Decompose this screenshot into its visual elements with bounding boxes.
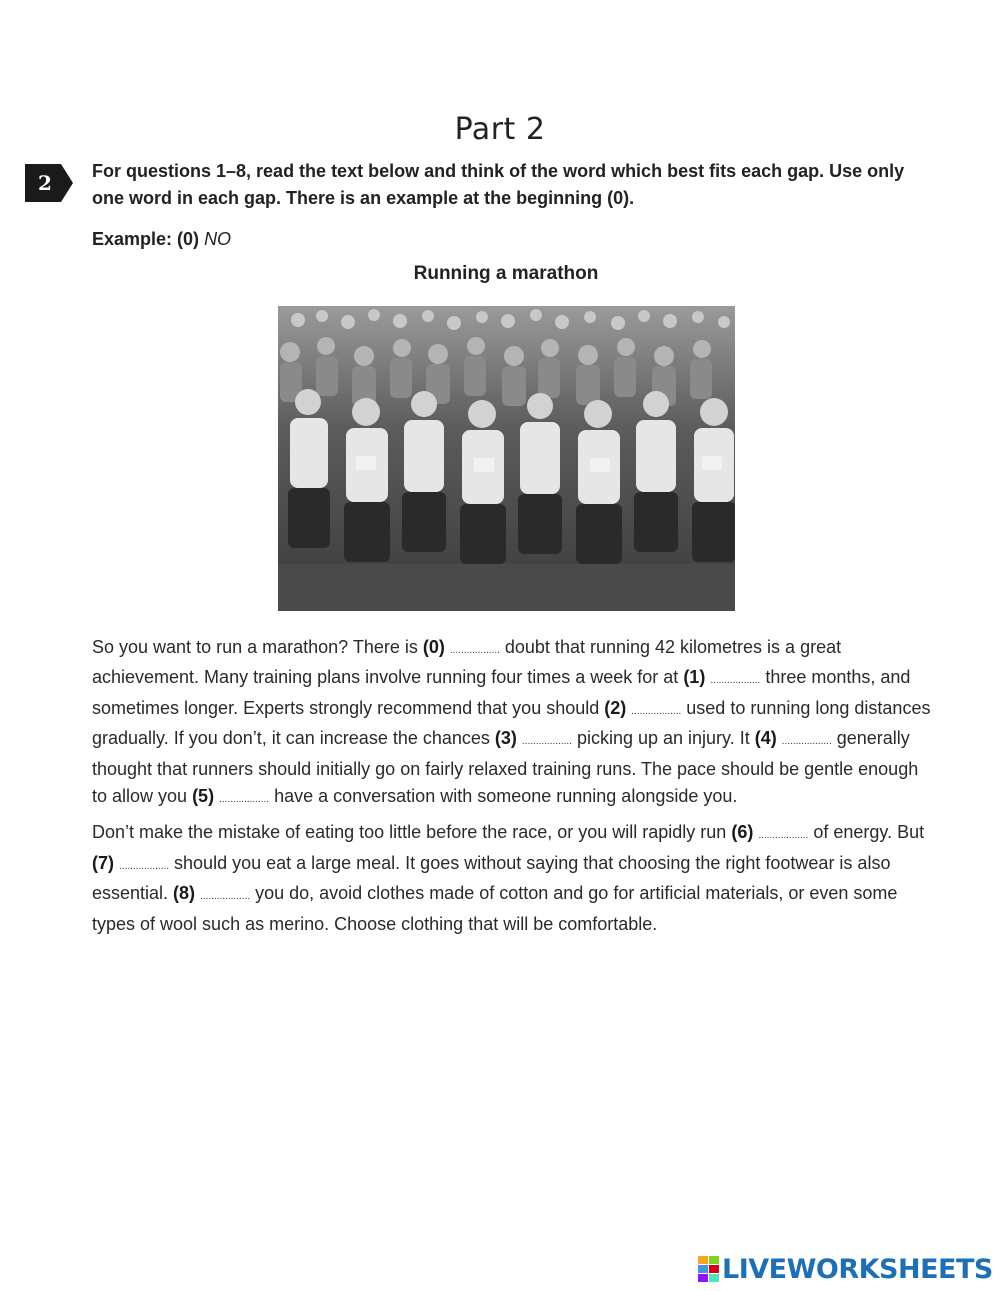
liveworksheets-brand[interactable]: [698, 1254, 993, 1284]
gap-0: ..................: [449, 645, 500, 656]
passage-text: have a conversation with someone running alongside you.: [269, 786, 738, 807]
marathon-photo: [278, 306, 735, 611]
passage: [92, 634, 932, 944]
text-title: Running a marathon: [413, 263, 599, 284]
gap-8[interactable]: ..................: [200, 891, 251, 903]
gap-number-1: (1): [683, 667, 706, 688]
gap-number-8: (8): [173, 883, 196, 904]
gap-number-7: (7): [92, 852, 114, 873]
gap-4[interactable]: ..................: [781, 736, 832, 748]
gap-number-4: (4): [754, 728, 777, 749]
gap-5[interactable]: ..................: [219, 794, 270, 806]
gap-number-5: (5): [192, 786, 215, 807]
passage-text: three months, and sometimes longer. Experts strongly recommend that you should: [92, 667, 911, 718]
passage-paragraph-1: [92, 634, 932, 813]
passage-text: Don’t make the mistake of eating too little before the race, or you will rapidly run: [92, 822, 732, 843]
passage-text: should you eat a large meal. It goes without saying that choosing the right footwear is also essential.: [92, 852, 891, 904]
passage-text: doubt that running 42 kilometres is a great achievement. Many training plans involve running four times a week for at: [92, 637, 842, 688]
passage-text: you do, avoid clothes made of cotton and go for artificial materials, or even some types of wool such as merino. Choose clothing that will be comfortable.: [92, 883, 898, 934]
marathon-runners-image: [278, 306, 735, 611]
part-title: Part 2: [454, 112, 546, 147]
passage-text: picking up an injury. It: [571, 728, 755, 749]
passage-paragraph-2: [92, 819, 932, 938]
question-number-badge: [25, 164, 73, 202]
gap-7[interactable]: ..................: [119, 860, 170, 872]
example-label: Example: (0): [92, 229, 200, 249]
example: [92, 229, 231, 250]
gap-2[interactable]: ..................: [631, 705, 682, 717]
gap-3[interactable]: ..................: [521, 736, 572, 748]
example-answer: NO: [204, 229, 232, 249]
passage-text: used to running long distances gradually. If you don’t, it can increase the chances: [92, 697, 931, 749]
badge-number: 2: [38, 171, 52, 195]
gap-number-6: (6): [731, 822, 754, 843]
gap-number-0: (0): [422, 637, 445, 657]
passage-text: of energy. But: [808, 822, 925, 843]
passage-text: So you want to run a marathon? There is: [92, 637, 423, 657]
instructions: For questions 1–8, read the text below and think of the word which best fits each gap. Use only one word in each gap. There is an example at the beginning (0).: [92, 161, 905, 208]
gap-number-2: (2): [604, 697, 627, 718]
liveworksheets-logo-icon: [698, 1256, 720, 1282]
gap-6[interactable]: ..................: [758, 830, 809, 842]
brand-text: LIVEWORKSHEETS: [722, 1253, 993, 1285]
gap-1[interactable]: ..................: [710, 675, 761, 687]
passage-text: generally thought that runners should initially go on fairly relaxed training runs. The pace should be gentle enough to allow you: [92, 728, 919, 807]
gap-number-3: (3): [494, 728, 517, 749]
